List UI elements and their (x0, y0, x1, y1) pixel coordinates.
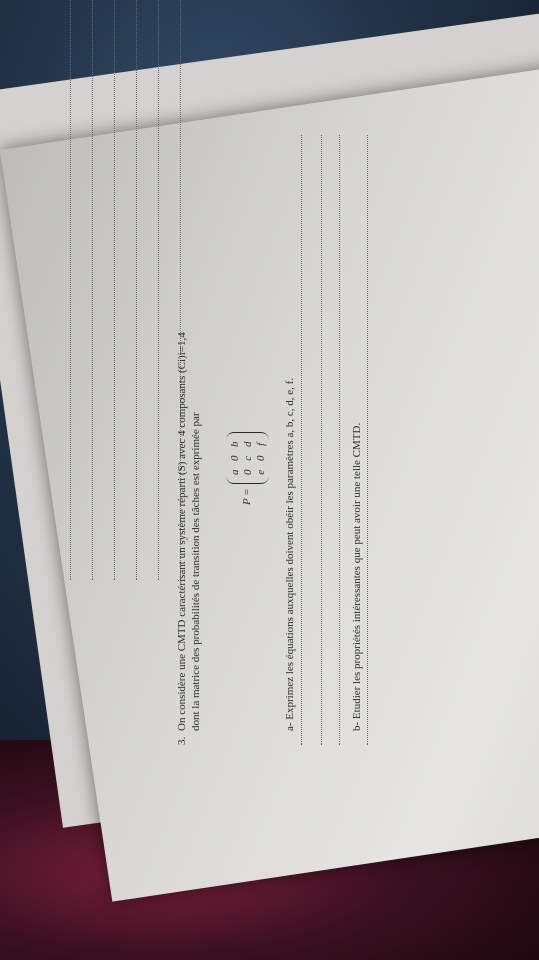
matrix-cell: b (228, 441, 241, 448)
question-line-2: dont la matrice des probabilités de transition des tâches est exprimée par (190, 412, 202, 731)
matrix-cell: e (254, 469, 267, 475)
part-a-prompt: a- Exprimez les équations auxquelles doivent obéir les paramètres a, b, c, d, e, f. (284, 377, 296, 731)
answer-line (367, 135, 368, 745)
answer-line (301, 135, 302, 745)
question-block (175, 135, 375, 745)
matrix-cell: 0 (228, 455, 241, 462)
matrix-cell: 0 (254, 455, 267, 462)
matrix-cell: a (228, 469, 241, 476)
question-number: 3. (176, 736, 188, 745)
matrix-cell: c (241, 455, 254, 461)
matrix-cell: d (241, 441, 254, 448)
question-text (175, 141, 203, 731)
answer-line (321, 135, 322, 745)
transition-matrix (219, 432, 275, 505)
answer-line (339, 135, 340, 745)
question-line-1: On considère une CMTD caractérisant un système réparti (S) avec 4 composants (Ci)i=1,4 (176, 332, 188, 731)
matrix-grid (226, 432, 269, 484)
matrix-cell: f (254, 442, 267, 446)
matrix-label: P = (241, 488, 253, 505)
part-b-prompt: b- Etudier les propriétés intéressantes que peut avoir une telle CMTD. (351, 422, 363, 731)
matrix-cell: 0 (241, 469, 254, 476)
